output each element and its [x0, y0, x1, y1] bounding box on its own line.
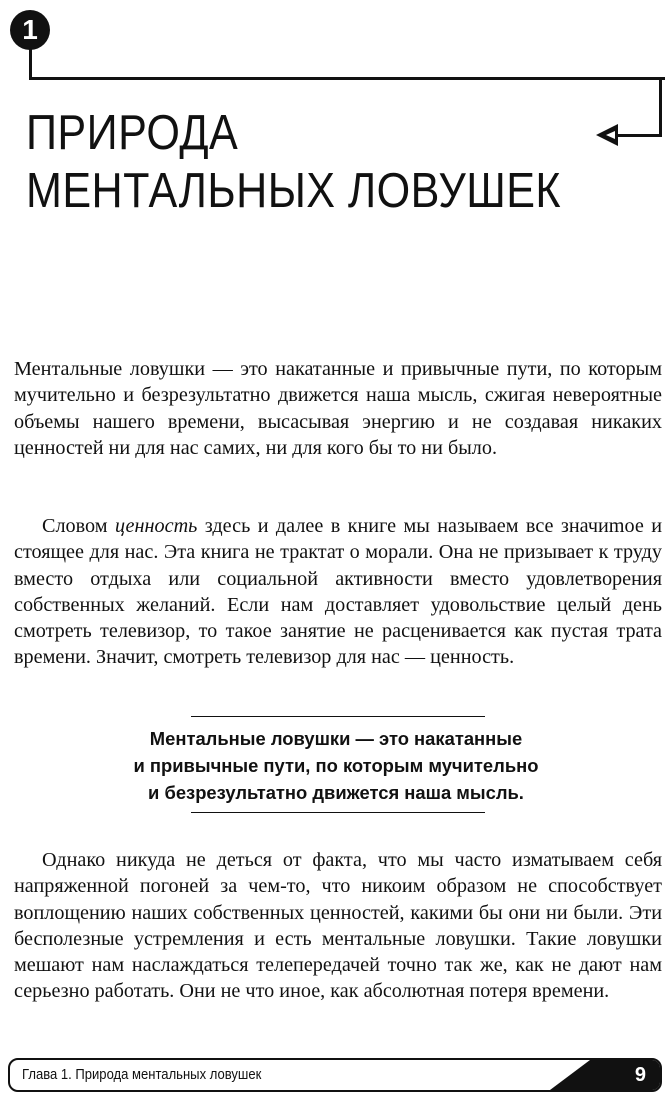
pull-quote: [60, 725, 612, 806]
paragraph-2-start: Словом: [42, 515, 115, 537]
page-number-tab: [590, 1060, 660, 1090]
paragraph-2: [14, 513, 662, 671]
chapter-title: [26, 104, 561, 220]
chapter-number-badge: 1: [10, 10, 50, 50]
page-number: 9: [634, 1064, 646, 1086]
paragraph-2-rest: здесь и далее в книге мы называем все значиmое и стоящее для нас. Эта книга не трактат о морали. Она не призывает к труду вместо отдыха или социальной активности вместо удовлетворения собственных желаний. Если нам доставляет удовольствие целый день смотреть телевизор, то такое занятие не расценивается как пустая трата времени. Значит, смотреть телевизор для нас — ценность.: [14, 515, 663, 669]
header-rule-left: [29, 48, 32, 80]
chapter-title-line-2: МЕНТАЛЬНЫХ ЛОВУШЕК: [26, 164, 561, 218]
arrow-notch: [606, 131, 615, 139]
running-head: Глава 1. Природа ментальных ловушек: [22, 1067, 262, 1083]
header-rule-right: [659, 77, 662, 137]
chapter-title-line-1: ПРИРОДА: [26, 106, 239, 160]
paragraph-2-emphasis: ценность: [114, 515, 198, 537]
pull-quote-rule-top: [191, 716, 485, 717]
paragraph-1: Ментальные ловушки — это накатанные и привычные пути, по которым мучительно и безрезультатно движется наша мысль, сжигая невероятные объемы нашего времени, высасывая энергию и не создавая никаких ценностей ни для нас самих, ни для кого бы то ни было.: [14, 358, 662, 459]
pull-quote-rule-bottom: [191, 812, 485, 813]
pull-quote-line-1: Ментальные ловушки — это накатанные: [149, 728, 523, 749]
pull-quote-line-2: и привычные пути, по которым мучительно: [133, 755, 539, 776]
footer-wedge: [550, 1060, 590, 1090]
paragraph-3: Однако никуда не деться от факта, что мы часто изматываем себя напряженной погоней за чем-то, что никоим образом не способствует воплощению наших собственных ценностей, какими бы они ни были. Эти бесполезные устремления и есть ментальные ловушки. Такие ловушки мешают нам наслаждаться телепередачей точно так же, как не дают нам серьезно работать. Они не что иное, как абсолютная потеря времени.: [14, 849, 662, 1003]
arrow-shaft: [612, 134, 662, 137]
header-rule-top: [29, 77, 665, 80]
page-footer: [8, 1058, 662, 1092]
pull-quote-line-3: и безрезультатно движется наша мысль.: [148, 782, 524, 803]
